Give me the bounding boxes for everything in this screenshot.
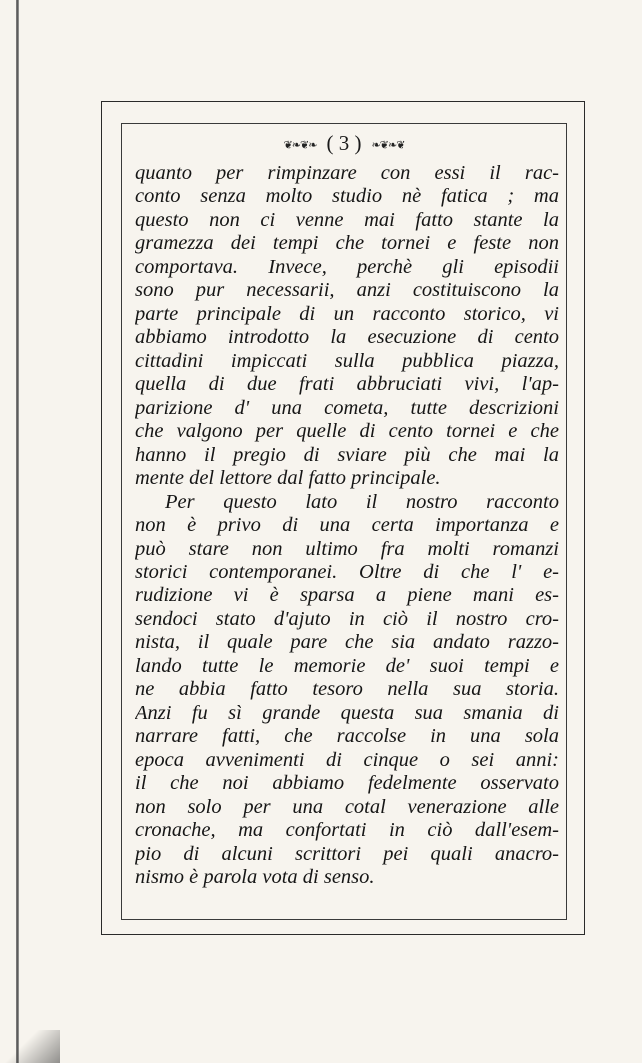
text-line: questo non ci venne mai fatto stante la — [135, 208, 559, 231]
text-line: non solo per una cotal venerazione alle — [135, 795, 559, 818]
text-line: storici contemporanei. Oltre di che l' e- — [135, 560, 559, 583]
scan-edge-shadow — [16, 0, 19, 1063]
text-line: quella di due frati abbruciati vivi, l'ap- — [135, 373, 559, 396]
text-line: sendoci stato d'ajuto in ciò il nostro cro- — [135, 607, 559, 630]
body-text — [135, 162, 559, 890]
text-line: parizione d' una cometa, tutte descrizioni — [135, 396, 559, 419]
paragraph-end-line: mente del lettore dal fatto principale. — [135, 467, 441, 490]
text-line: ne abbia fatto tesoro nella sua storia. — [135, 678, 559, 701]
text-line: narrare fatti, che raccolse in una sola — [135, 725, 559, 748]
ornament-left-icon: ❦❧❦❧ — [283, 138, 317, 152]
text-line: epoca avvenimenti di cinque o sei anni: — [135, 748, 559, 771]
text-line: parte principale di un racconto storico, vi — [135, 302, 559, 325]
text-line: pio di alcuni scrittori pei quali anacro- — [135, 842, 559, 865]
paragraph-end-line: nismo è parola vota di senso. — [135, 866, 375, 889]
text-line: comportava. Invece, perchè gli episodii — [135, 255, 559, 278]
scan-corner-shadow — [0, 1030, 60, 1063]
text-line: quanto per rimpinzare con essi il rac- — [135, 162, 559, 184]
text-line: non è privo di una certa importanza e — [135, 514, 559, 537]
text-line: gramezza dei tempi che tornei e feste non — [135, 232, 559, 255]
page-header — [121, 131, 567, 161]
text-line: sono pur necessarii, anzi costituiscono la — [135, 279, 559, 302]
text-line: che valgono per quelle di cento tornei e che — [135, 420, 559, 443]
text-line: conto senza molto studio nè fatica ; ma — [135, 185, 559, 208]
ornament-right-icon: ❧❦❧❦ — [371, 138, 405, 152]
page-number: ( 3 ) — [326, 131, 362, 155]
text-line: hanno il pregio di sviare più che mai la — [135, 443, 559, 466]
text-line: può stare non ultimo fra molti romanzi — [135, 537, 559, 560]
text-line: lando tutte le memorie de' suoi tempi e — [135, 654, 559, 677]
text-line: il che noi abbiamo fedelmente osservato — [135, 772, 559, 795]
paragraph-start-line: Per questo lato il nostro racconto — [165, 490, 559, 513]
text-line: abbiamo introdotto la esecuzione di cento — [135, 326, 559, 349]
text-line: cittadini impiccati sulla pubblica piazza, — [135, 349, 559, 372]
text-line: rudizione vi è sparsa a piene mani es- — [135, 584, 559, 607]
text-line: Anzi fu sì grande questa sua smania di — [135, 701, 559, 724]
text-line: cronache, ma confortati in ciò dall'esem- — [135, 819, 559, 842]
text-line: nista, il quale pare che sia andato razzo- — [135, 631, 559, 654]
